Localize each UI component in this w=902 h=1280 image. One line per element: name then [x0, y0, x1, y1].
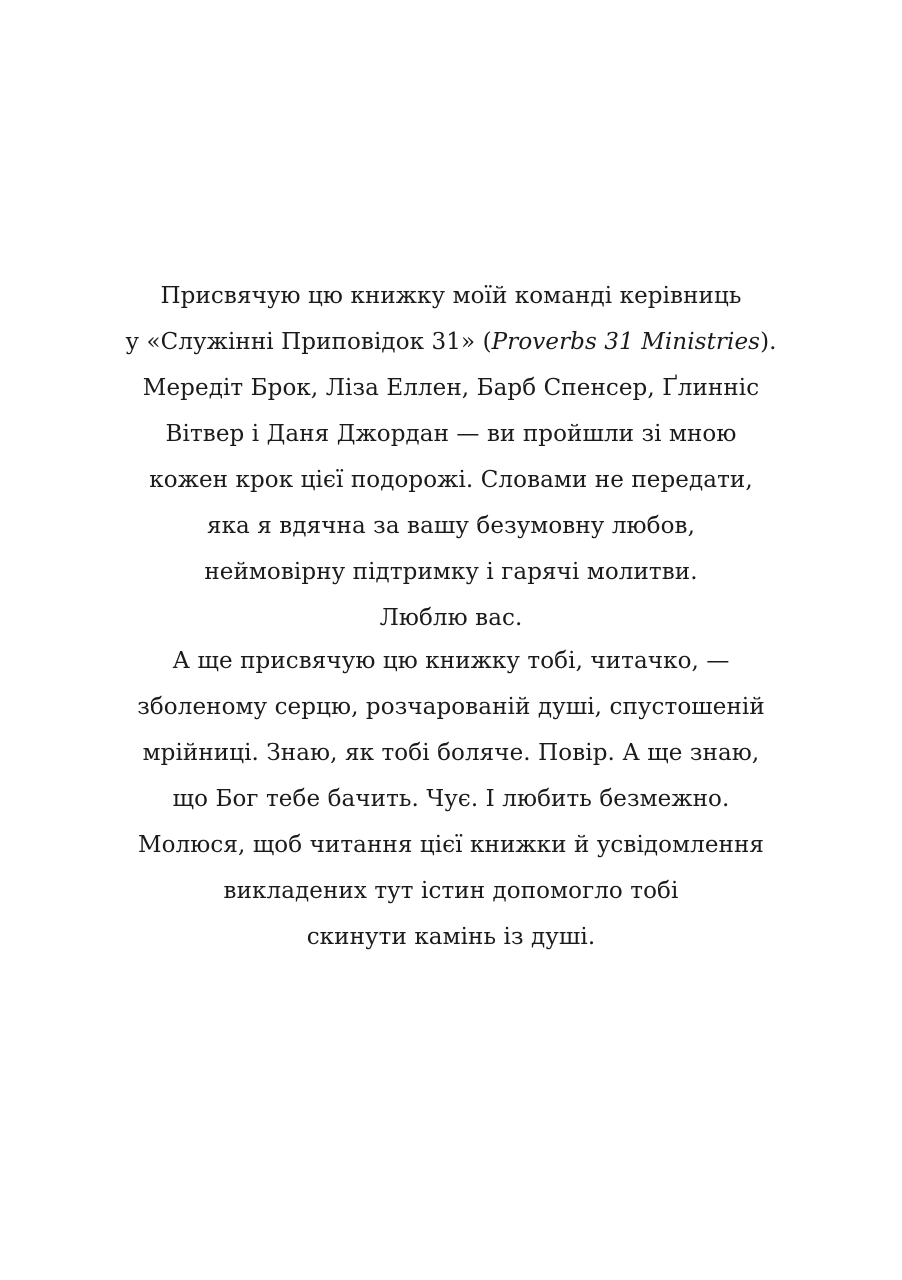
dedication-paragraph-team: [0, 273, 902, 641]
dedication-line: Присвячую цю книжку моїй команді керівниць: [160, 283, 742, 309]
dedication-line: мрійниці. Знаю, як тобі боляче. Повір. А ще знаю,: [142, 740, 760, 766]
closing-punctuation: ).: [760, 329, 777, 355]
dedication-line: яка я вдячна за вашу безумовну любов,: [206, 513, 696, 539]
dedication-line: [0, 319, 902, 365]
ministry-name-english: Proverbs 31 Ministries: [491, 329, 761, 355]
dedication-line: що Бог тебе бачить. Чує. І любить безмежно.: [172, 786, 730, 812]
dedication-line: зболеному серцю, розчарованій душі, спустошеній: [137, 694, 765, 720]
dedication-line: кожен крок цієї подорожі. Словами не передати,: [149, 467, 753, 493]
dedication-line: викладених тут істин допомогло тобі: [223, 878, 679, 904]
dedication-line: Мередіт Брок, Ліза Еллен, Барб Спенсер, Ґлинніс: [142, 375, 760, 401]
dedication-line: Молюся, щоб читання цієї книжки й усвідомлення: [137, 832, 765, 858]
dedication-paragraph-reader: [0, 638, 902, 960]
ministry-name-ukrainian: у «Служінні Приповідок 31» (: [125, 329, 492, 355]
dedication-line: скинути камінь із душі.: [306, 924, 596, 950]
dedication-line: Вітвер і Даня Джордан — ви пройшли зі мною: [165, 421, 737, 447]
dedication-line: Люблю вас.: [379, 605, 523, 631]
dedication-line: неймовірну підтримку і гарячі молитви.: [204, 559, 698, 585]
dedication-line: А ще присвячую цю книжку тобі, читачко, —: [172, 648, 730, 674]
